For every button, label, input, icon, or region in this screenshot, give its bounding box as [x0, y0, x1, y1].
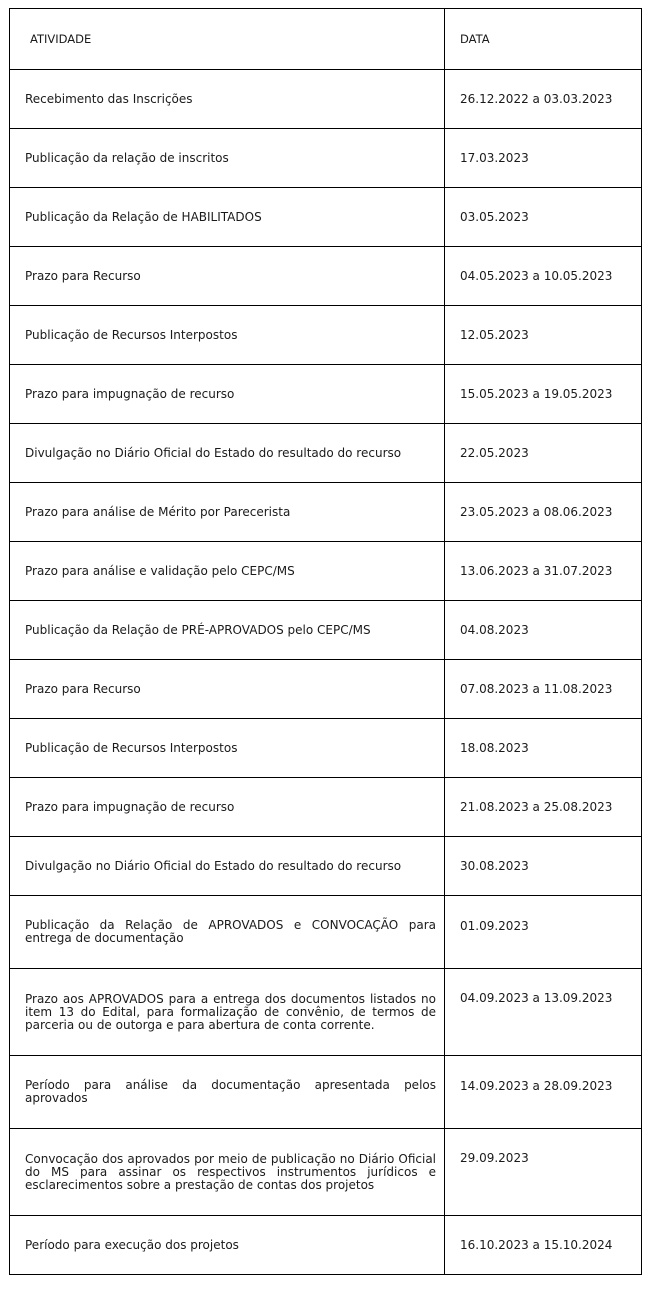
table-row: [10, 896, 642, 969]
date-cell: 18.08.2023: [445, 719, 642, 778]
table-row: [10, 70, 642, 129]
table-row: [10, 1129, 642, 1216]
table-row: [10, 188, 642, 247]
activity-cell: Prazo para análise e validação pelo CEPC/MS: [10, 542, 445, 601]
date-cell: 07.08.2023 a 11.08.2023: [445, 660, 642, 719]
date-cell: 23.05.2023 a 08.06.2023: [445, 483, 642, 542]
date-cell: [445, 969, 642, 1056]
table-row: [10, 247, 642, 306]
schedule-table: [9, 8, 642, 1275]
activity-cell: Recebimento das Inscrições: [10, 70, 445, 129]
activity-column-header: ATIVIDADE: [10, 9, 445, 70]
activity-cell: Publicação da relação de inscritos: [10, 129, 445, 188]
table-row: [10, 365, 642, 424]
table-row: [10, 542, 642, 601]
table-row: [10, 129, 642, 188]
date-cell: 04.05.2023 a 10.05.2023: [445, 247, 642, 306]
activity-cell: Prazo para análise de Mérito por Parecerista: [10, 483, 445, 542]
table-row: [10, 424, 642, 483]
activity-cell: Publicação da Relação de APROVADOS e CONVOCAÇÃO para entrega de documentação: [10, 896, 445, 969]
activity-cell: Divulgação no Diário Oficial do Estado do resultado do recurso: [10, 837, 445, 896]
table-row: [10, 306, 642, 365]
date-cell: 21.08.2023 a 25.08.2023: [445, 778, 642, 837]
table-row: [10, 778, 642, 837]
activity-cell: Prazo para impugnação de recurso: [10, 778, 445, 837]
date-cell: 30.08.2023: [445, 837, 642, 896]
date-cell: 15.05.2023 a 19.05.2023: [445, 365, 642, 424]
activity-cell: Publicação de Recursos Interpostos: [10, 719, 445, 778]
table-row: [10, 1056, 642, 1129]
table-row: [10, 660, 642, 719]
date-cell: 17.03.2023: [445, 129, 642, 188]
header-row: [10, 9, 642, 70]
table-row: [10, 483, 642, 542]
date-cell: [445, 896, 642, 969]
table-row: [10, 969, 642, 1056]
date-cell: [445, 1129, 642, 1216]
activity-cell: Publicação da Relação de PRÉ-APROVADOS pelo CEPC/MS: [10, 601, 445, 660]
activity-cell: Prazo para Recurso: [10, 247, 445, 306]
activity-cell: Prazo para impugnação de recurso: [10, 365, 445, 424]
table-row: [10, 1216, 642, 1275]
date-text: 14.09.2023 a 28.09.2023: [460, 1079, 613, 1093]
activity-cell: Publicação da Relação de HABILITADOS: [10, 188, 445, 247]
table-row: [10, 601, 642, 660]
date-column-header: DATA: [445, 9, 642, 70]
activity-cell: Prazo aos APROVADOS para a entrega dos documentos listados no item 13 do Edital, para formalização de convênio, de termos de parceria ou de outorga e para abertura de conta corrente.: [10, 969, 445, 1056]
activity-cell: Período para análise da documentação apresentada pelos aprovados: [10, 1056, 445, 1129]
date-cell: 12.05.2023: [445, 306, 642, 365]
table-row: [10, 837, 642, 896]
date-text: 04.09.2023 a 13.09.2023: [460, 991, 613, 1005]
date-cell: 13.06.2023 a 31.07.2023: [445, 542, 642, 601]
date-cell: 04.08.2023: [445, 601, 642, 660]
date-cell: 16.10.2023 a 15.10.2024: [445, 1216, 642, 1275]
activity-cell: Divulgação no Diário Oficial do Estado do resultado do recurso: [10, 424, 445, 483]
date-text: 29.09.2023: [460, 1151, 529, 1165]
date-cell: [445, 1056, 642, 1129]
activity-cell: Convocação dos aprovados por meio de publicação no Diário Oficial do MS para assinar os respectivos instrumentos jurídicos e esclarecimentos sobre a prestação de contas dos projetos: [10, 1129, 445, 1216]
date-cell: 26.12.2022 a 03.03.2023: [445, 70, 642, 129]
activity-cell: Prazo para Recurso: [10, 660, 445, 719]
date-cell: 22.05.2023: [445, 424, 642, 483]
table-row: [10, 719, 642, 778]
date-cell: 03.05.2023: [445, 188, 642, 247]
activity-cell: Período para execução dos projetos: [10, 1216, 445, 1275]
date-text: 01.09.2023: [460, 919, 529, 933]
activity-cell: Publicação de Recursos Interpostos: [10, 306, 445, 365]
